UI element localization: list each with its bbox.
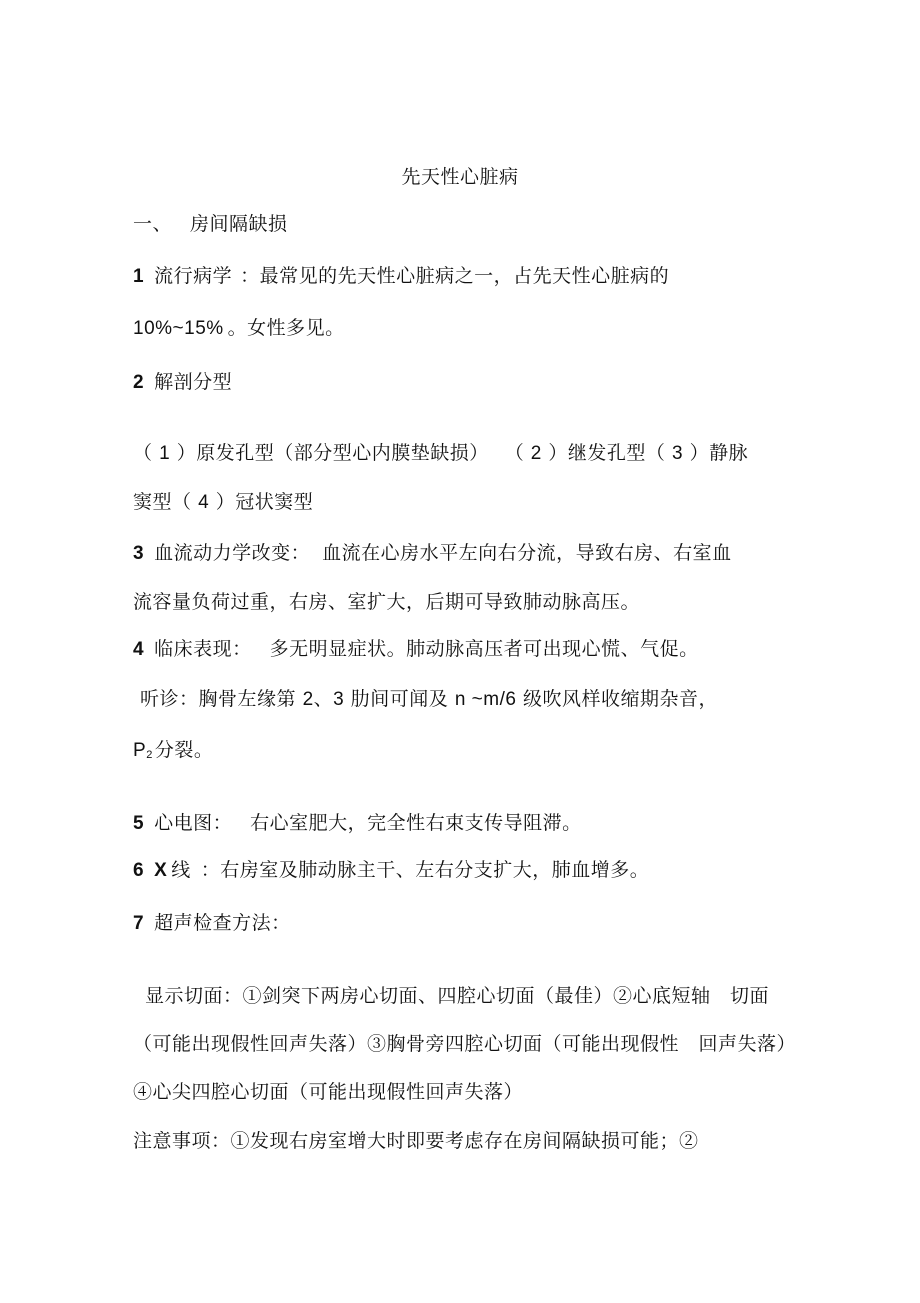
paren: （ (504, 442, 525, 464)
views-line1: 显示切面：①剑突下两房心切面、四腔心切面（最佳）②心底短轴 切面 (145, 985, 770, 1007)
item-epidemiology (133, 263, 669, 290)
paren: （ (133, 442, 153, 464)
item-number: 1 (133, 266, 145, 287)
item-text: 多无明显症状。肺动脉高压者可出现心慌、气促。 (269, 638, 699, 660)
item-ultrasound (133, 910, 291, 937)
auscultation-suffix: 级吹风样收缩期杂音， (522, 688, 718, 710)
p2-text: 分裂。 (154, 739, 214, 761)
auscultation-prefix: 听诊：胸骨左缘第 (140, 688, 297, 710)
item-ecg (133, 810, 582, 837)
anatomy-types-line1 (133, 440, 748, 467)
type-text: ）继发孔型（ (548, 442, 666, 464)
item-label: 心电图： (154, 812, 233, 834)
p2-split-line (133, 737, 213, 768)
section-heading (133, 211, 288, 237)
item-text: ：最常见的先天性心脏病之一，占先天性心脏病的 (240, 265, 670, 287)
views-line3: ④心尖四腔心切面（可能出现假性回声失落） (133, 1081, 524, 1103)
item-number: 4 (133, 639, 145, 660)
item-text: 。女性多见。 (227, 317, 345, 339)
item-label-bold: X (154, 860, 168, 881)
document-title: 先天性心脏病 (401, 166, 519, 188)
auscultation-line (140, 686, 718, 713)
item-number: 6 (133, 860, 145, 881)
p2-letter: P (133, 740, 147, 761)
item-label: 解剖分型 (154, 371, 233, 393)
item-epidemiology-cont (133, 315, 345, 342)
percent-range: 10%~15% (133, 318, 224, 339)
item-xray (133, 857, 649, 884)
item-label: 线 (171, 859, 191, 881)
type-number: 2 (530, 443, 542, 464)
item-number: 7 (133, 913, 145, 934)
item-label: 流行病学 (154, 265, 233, 287)
type-number: 1 (159, 443, 171, 464)
item-number: 5 (133, 813, 145, 834)
item-hemodynamics-cont (133, 589, 640, 615)
auscultation-middle: 肋间可闻及 (350, 688, 449, 710)
views-line2: （可能出现假性回声失落）③胸骨旁四腔心切面（可能出现假性 回声失落） (133, 1033, 797, 1055)
type-number: 4 (198, 492, 210, 513)
item-clinical (133, 636, 699, 663)
item-text: ：右房室及肺动脉主干、左右分支扩大，肺血增多。 (200, 859, 650, 881)
item-label: 临床表现： (154, 638, 252, 660)
item-text: 血流在心房水平左向右分流，导致右房、右室血 (322, 542, 732, 564)
type-text: ）冠状窦型 (215, 491, 314, 513)
item-label: 血流动力学改变： (154, 542, 311, 564)
p2-subscript: 2 (146, 749, 153, 761)
rib-numbers: 2、3 (302, 689, 345, 710)
item-number: 3 (133, 543, 145, 564)
item-hemodynamics (133, 540, 732, 567)
notes-line1: 注意事项：①发现右房室增大时即要考虑存在房间隔缺损可能；② (133, 1130, 699, 1152)
murmur-grade: n ~m/6 (454, 689, 517, 710)
item-text: 右心室肥大，完全性右束支传导阻滞。 (250, 812, 582, 834)
anatomy-types-line2 (133, 489, 313, 516)
item-label: 超声检查方法： (154, 912, 291, 934)
type-text: ）原发孔型（部分型心内膜垫缺损） (176, 442, 489, 464)
type-text: ）静脉 (689, 442, 749, 464)
section-title: 房间隔缺损 (190, 213, 288, 235)
item-anatomy (133, 369, 232, 396)
item-text: 流容量负荷过重，右房、室扩大，后期可导致肺动脉高压。 (133, 591, 641, 613)
item-number: 2 (133, 372, 145, 393)
type-text: 窦型（ (133, 491, 192, 513)
section-number: 一、 (133, 213, 173, 235)
type-number: 3 (671, 443, 684, 464)
